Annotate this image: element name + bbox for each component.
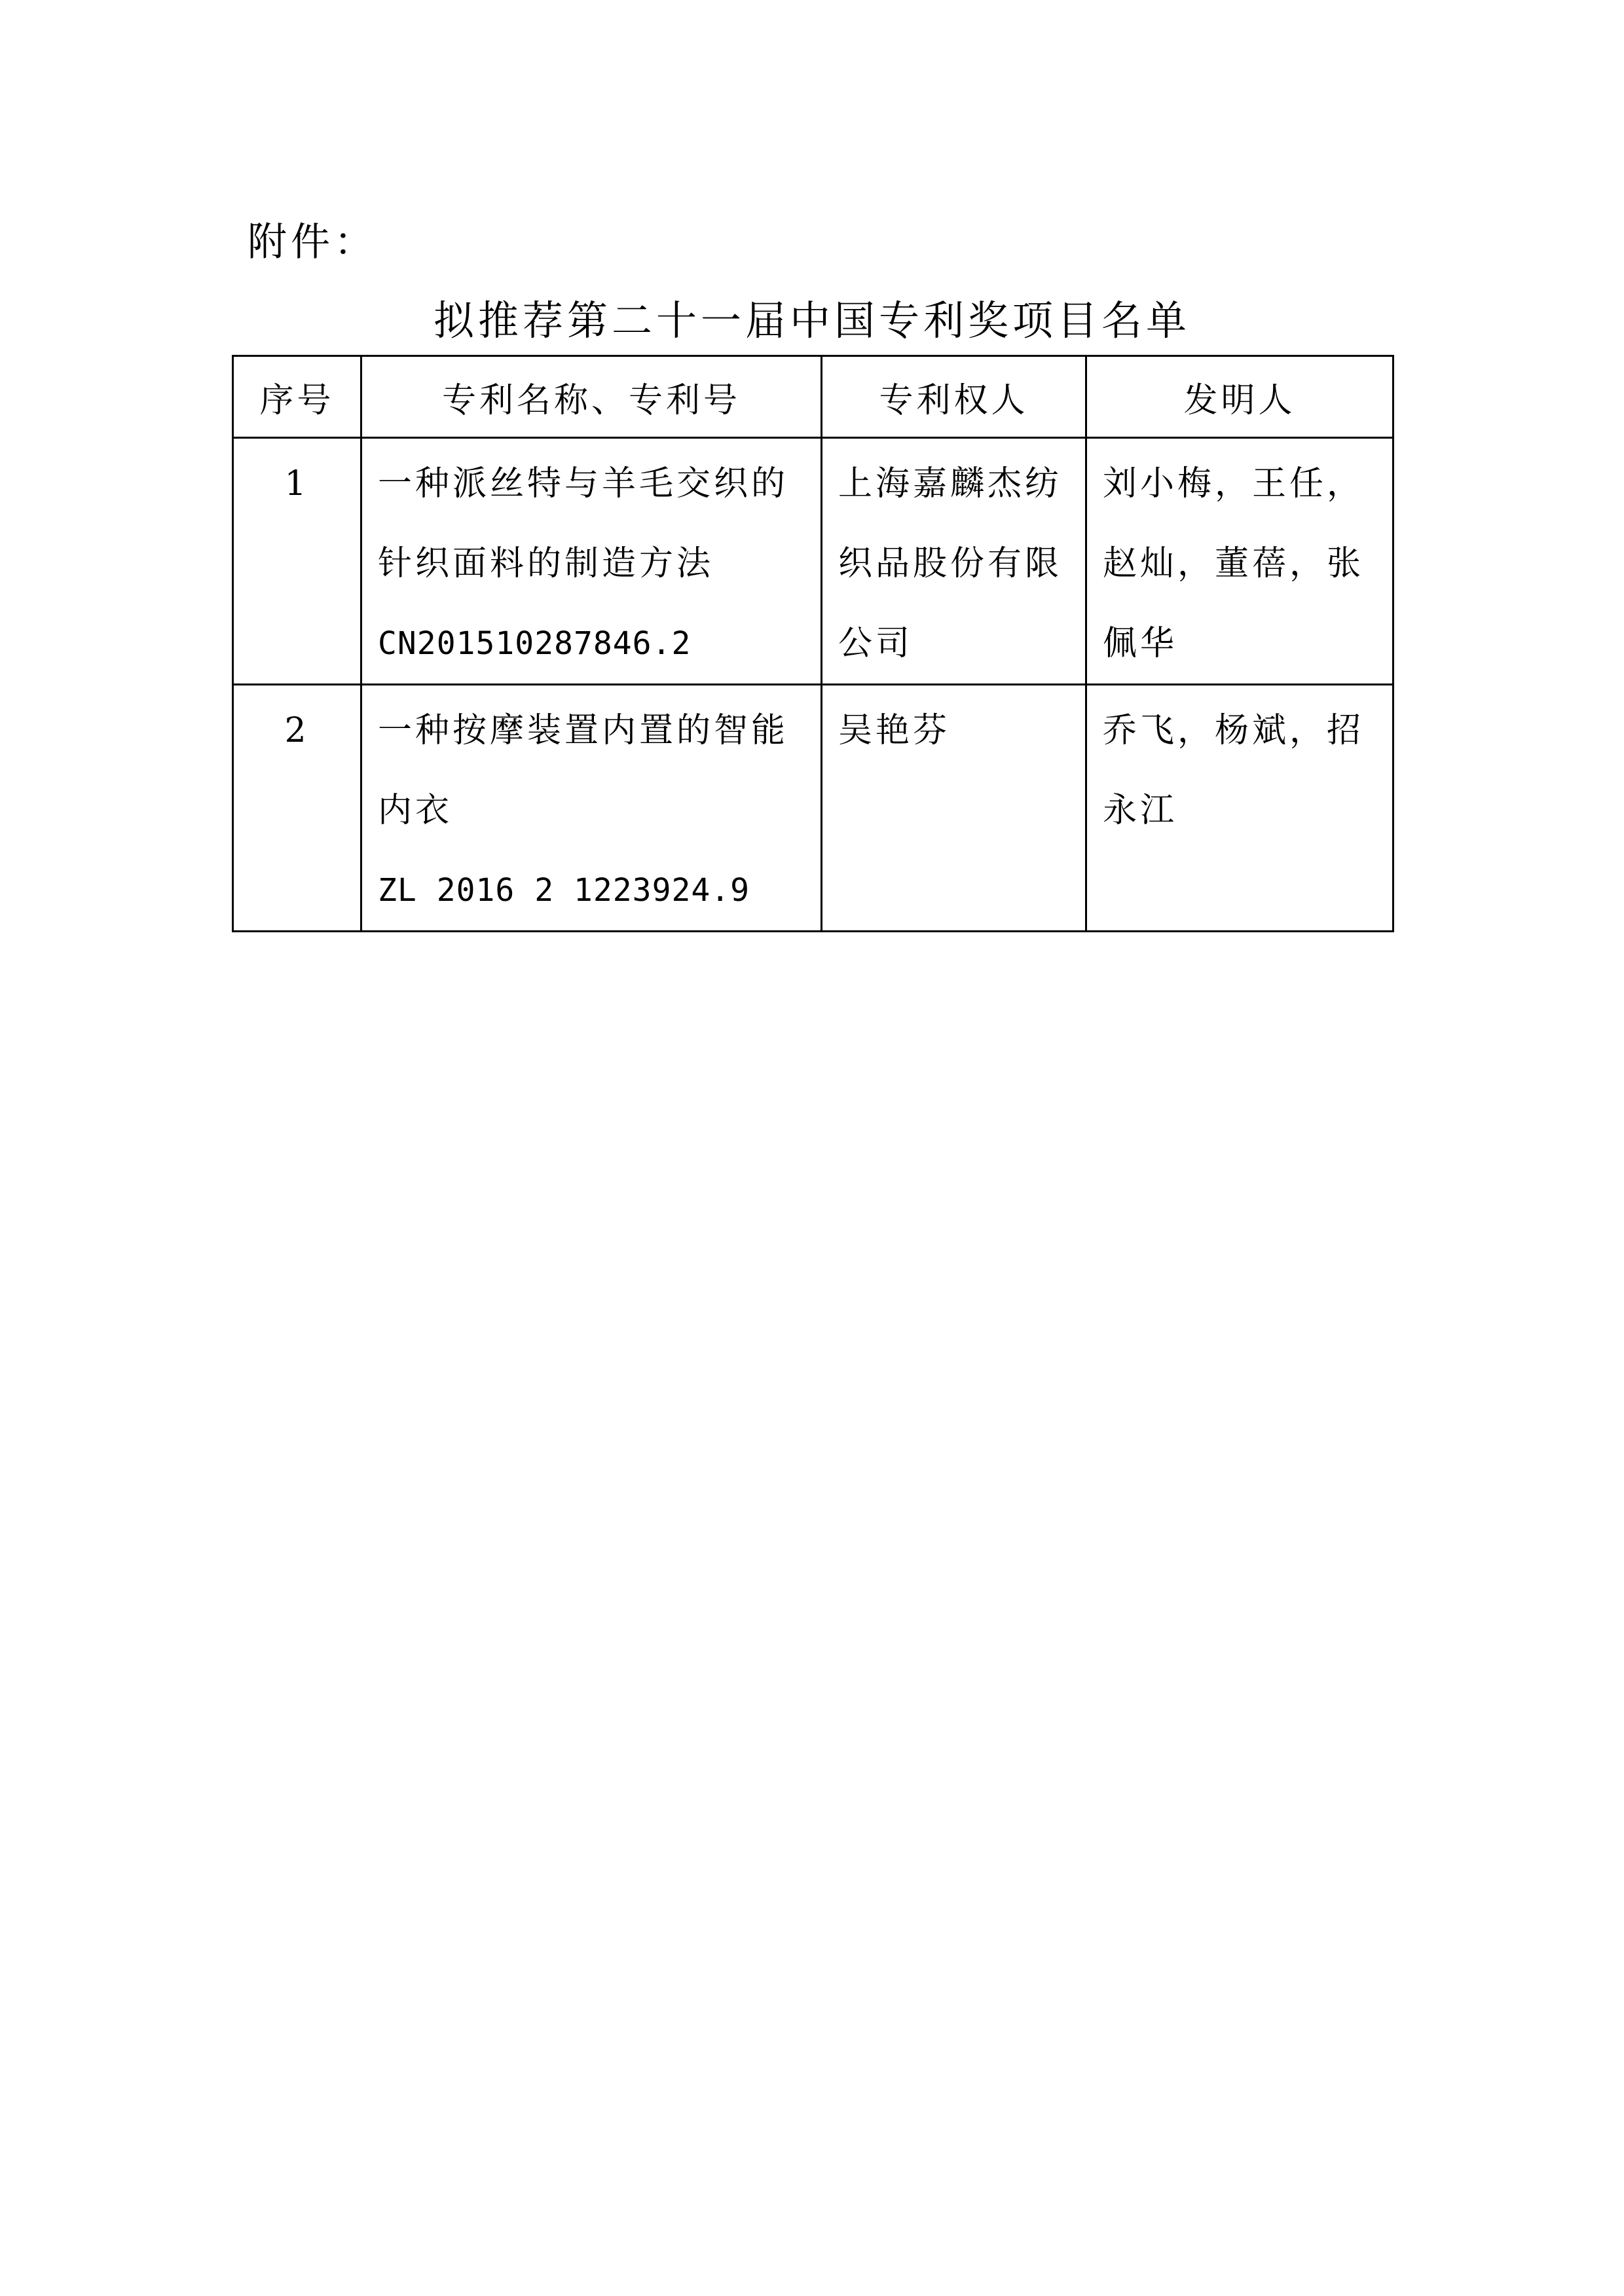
patent-name-line: 针织面料的制造方法 [378,544,714,583]
inventors-line: 赵灿，董蓓，张 [1103,544,1365,583]
header-name-and-number: 专利名称、专利号 [361,356,822,438]
row-index: 1 [233,438,361,685]
patentee-line: 吴艳芬 [838,711,951,750]
inventors-cell [1086,438,1393,685]
table-row [233,438,1393,685]
patent-name-cell [361,685,822,932]
inventors-cell [1086,685,1393,932]
patent-number: ZL 2016 2 1223924.9 [378,872,750,909]
patentee-line: 上海嘉麟杰纺 [838,464,1063,503]
patent-table [232,355,1394,932]
table-row [233,685,1393,932]
patent-number: CN201510287846.2 [378,625,692,662]
header-inventors: 发明人 [1086,356,1393,438]
attachment-label: 附件： [248,219,377,265]
patentee-line: 织品股份有限 [838,544,1063,583]
document-title: 拟推荐第二十一届中国专利奖项目名单 [433,297,1190,344]
header-patentee: 专利权人 [822,356,1086,438]
patent-name-line: 内衣 [378,791,453,830]
row-index: 2 [233,685,361,932]
patentee-cell [822,685,1086,932]
patentee-cell [822,438,1086,685]
inventors-line: 刘小梅，王任， [1103,464,1365,503]
patent-name-line: 一种派丝特与羊毛交织的 [378,464,789,503]
inventors-line: 永江 [1103,791,1178,830]
patent-name-cell [361,438,822,685]
patentee-line: 公司 [838,624,913,663]
inventors-line: 佩华 [1103,624,1178,663]
inventors-line: 乔飞，杨斌，招 [1103,711,1365,750]
patent-name-line: 一种按摩装置内置的智能 [378,711,789,750]
header-index: 序号 [233,356,361,438]
table-header-row [233,356,1393,438]
